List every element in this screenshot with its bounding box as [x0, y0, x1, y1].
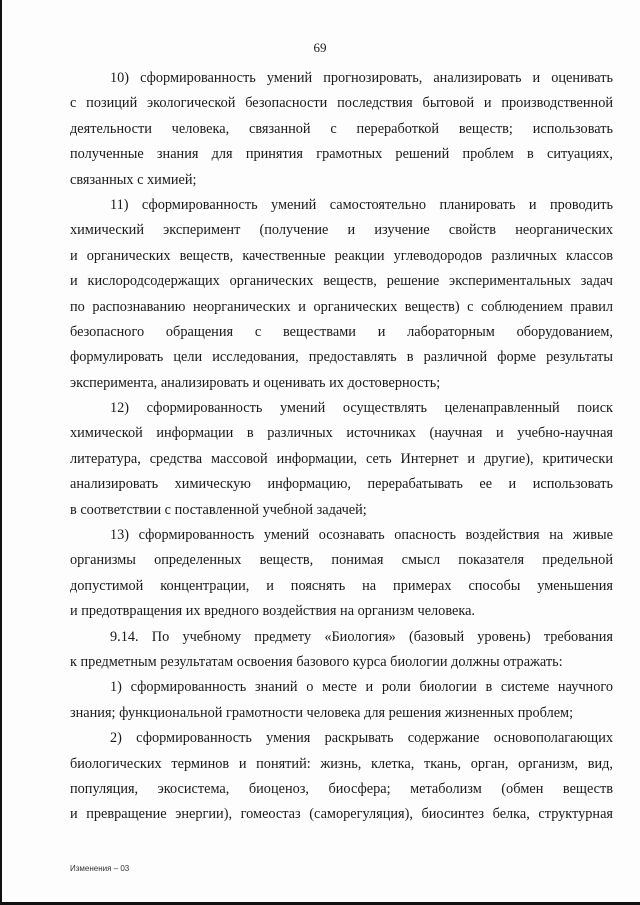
text-line: биологических терминов и понятий: жизнь, клетка, ткань, орган, организм, вид,: [70, 755, 613, 772]
text-line: 1) сформированность знаний о месте и роли биологии в системе научного: [110, 679, 613, 696]
text-line: эксперимента, анализировать и оценивать их достоверность;: [70, 374, 441, 391]
text-line: 12) сформированность умений осуществлять целенаправленный поиск: [110, 400, 613, 417]
text-line: химической информации в различных источниках (научная и учебно-научная: [70, 425, 613, 442]
text-line: 11) сформированность умений самостоятельно планировать и проводить: [110, 196, 613, 213]
scan-edge-left: [0, 0, 2, 905]
text-line: допустимой концентрации, и пояснять на примерах способы уменьшения: [70, 577, 613, 594]
text-line: 13) сформированность умений осознавать опасность воздействия на живые: [110, 527, 613, 544]
text-line: к предметным результатам освоения базового курса биологии должны отражать:: [70, 653, 563, 670]
body-text: [70, 66, 613, 828]
text-line: связанных с химией;: [70, 171, 197, 188]
text-line: по распознаванию неорганических и органических веществ) с соблюдением правил: [70, 298, 613, 315]
text-line: полученные знания для принятия грамотных решений проблем в ситуациях,: [70, 146, 613, 163]
text-line: химический эксперимент (получение и изучение свойств неорганических: [70, 222, 613, 239]
text-line: знания; функциональной грамотности человека для решения жизненных проблем;: [70, 704, 574, 721]
text-line: и предотвращения их вредного воздействия на организм человека.: [70, 603, 475, 620]
text-line: организмы определенных веществ, понимая смысл показателя предельной: [70, 552, 613, 569]
text-line: 2) сформированность умения раскрывать содержание основополагающих: [110, 730, 613, 747]
text-line: литература, средства массовой информации, сеть Интернет и другие), критически: [70, 450, 613, 467]
page-number: 69: [313, 40, 327, 55]
text-line: анализировать химическую информацию, перерабатывать ее и использовать: [70, 476, 613, 493]
text-line: формулировать цели исследования, предоставлять в различной форме результаты: [70, 349, 613, 366]
text-line: 9.14. По учебному предмету «Биология» (базовый уровень) требования: [110, 628, 613, 645]
text-line: деятельности человека, связанной с переработкой веществ; использовать: [70, 120, 613, 137]
text-line: в соответствии с поставленной учебной задачей;: [70, 501, 367, 518]
text-line: популяция, экосистема, биоценоз, биосфера; метаболизм (обмен веществ: [70, 780, 613, 797]
text-line: и органических веществ, качественные реакции углеводородов различных классов: [70, 247, 613, 264]
text-line: и кислородсодержащих органических веществ, решение экспериментальных задач: [70, 273, 613, 290]
text-line: безопасного обращения с веществами и лабораторным оборудованием,: [70, 323, 613, 340]
text-line: 10) сформированность умений прогнозировать, анализировать и оценивать: [110, 70, 613, 86]
text-line: с позиций экологической безопасности последствия бытовой и производственной: [70, 95, 613, 112]
text-line: и превращение энергии), гомеостаз (саморегуляция), биосинтез белка, структурная: [70, 806, 613, 823]
footer-note: Изменения – 03: [70, 864, 130, 873]
